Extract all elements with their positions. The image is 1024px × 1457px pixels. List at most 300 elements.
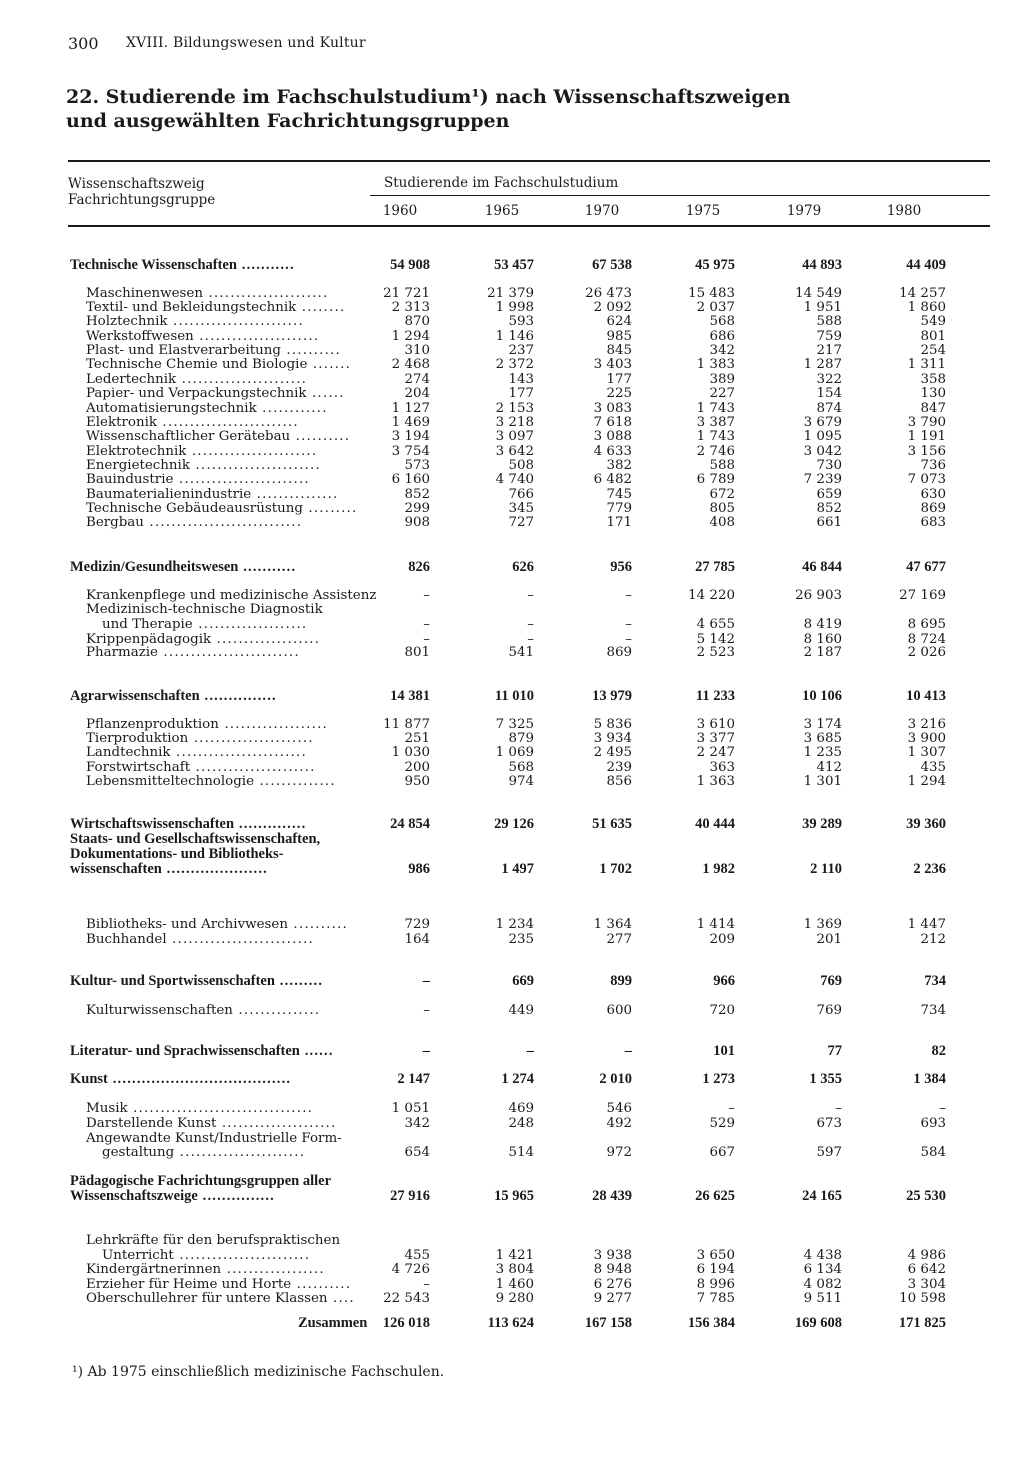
cell-1965: 669 [512, 973, 534, 989]
table-group-row [0, 258, 1024, 273]
cell-1980: – [939, 1101, 946, 1116]
cell-1970: 3 088 [593, 429, 632, 444]
cell-1970: 3 083 [593, 401, 632, 416]
cell-1975: 363 [709, 760, 735, 775]
row-label: Energietechnik ....................... [86, 458, 321, 473]
row-label: Medizinisch-technische Diagnostik [86, 602, 323, 617]
cell-1979: 1 301 [803, 774, 842, 789]
table-row [0, 645, 1024, 660]
cell-1980: 171 825 [898, 1315, 946, 1331]
cell-1960: 274 [404, 372, 430, 387]
table-row [0, 515, 1024, 530]
table-group-row [0, 1044, 1024, 1059]
year-header-1960: 1960 [382, 203, 418, 219]
cell-1960: 573 [404, 458, 430, 473]
cell-1979: 1 235 [803, 745, 842, 760]
cell-1979: 8 419 [803, 617, 842, 632]
row-label: Elektrotechnik ....................... [86, 444, 318, 459]
row-label: Forstwirtschaft ...................... [86, 760, 316, 775]
cell-1960: 2 468 [391, 357, 430, 372]
cell-1960: 729 [404, 917, 430, 932]
cell-1980: 8 695 [907, 617, 946, 632]
stub-header-line1: Wissenschaftszweig [68, 176, 205, 192]
row-label: Krankenpflege und medizinische Assistenz [86, 588, 377, 603]
cell-1979: 154 [816, 386, 842, 401]
table-title-line2: und ausgewählten Fachrichtungsgruppen [66, 110, 510, 132]
cell-1970: 1 364 [593, 917, 632, 932]
table-group-row [0, 560, 1024, 575]
cell-1975: 1 383 [696, 357, 735, 372]
cell-1980: 1 307 [907, 745, 946, 760]
cell-1960: 986 [408, 861, 430, 877]
table-row [0, 1116, 1024, 1131]
cell-1960: 2 313 [391, 300, 430, 315]
cell-1979: 852 [816, 501, 842, 516]
cell-1970: 51 635 [592, 816, 632, 832]
row-label: Technische Gebäudeausrüstung ......... [86, 501, 358, 516]
cell-1970: 8 948 [593, 1262, 632, 1277]
cell-1975: 1 414 [696, 917, 735, 932]
cell-1965: – [526, 1043, 534, 1059]
cell-1965: – [527, 588, 534, 603]
row-label: Werkstoffwesen ...................... [86, 329, 320, 344]
cell-1970: 2 010 [599, 1071, 632, 1087]
cell-1970: 5 836 [593, 717, 632, 732]
cell-1975: 667 [709, 1145, 735, 1160]
row-label: Technische Wissenschaften ........... [70, 257, 295, 273]
cell-1960: – [423, 1003, 430, 1018]
cell-1980: 8 724 [907, 632, 946, 647]
cell-1970: 13 979 [592, 688, 632, 704]
cell-1975: 588 [709, 458, 735, 473]
cell-1980: 3 790 [907, 415, 946, 430]
cell-1965: 9 280 [495, 1291, 534, 1306]
year-header-1975: 1975 [685, 203, 721, 219]
cell-1975: 568 [709, 314, 735, 329]
cell-1960: – [423, 632, 430, 647]
table-row [0, 602, 1024, 617]
cell-1970: 3 934 [593, 731, 632, 746]
table-row [0, 343, 1024, 358]
row-label: Technische Chemie und Biologie ....... [86, 357, 352, 372]
cell-1980: 734 [924, 973, 946, 989]
table-row [0, 386, 1024, 401]
row-label: und Therapie .................... [102, 617, 308, 632]
row-label: Elektronik ......................... [86, 415, 299, 430]
cell-1965: 449 [508, 1003, 534, 1018]
cell-1979: 588 [816, 314, 842, 329]
table-row [0, 458, 1024, 473]
row-label: Kunst ..................................... [70, 1071, 292, 1087]
cell-1965: 143 [508, 372, 534, 387]
cell-1960: 310 [404, 343, 430, 358]
row-label: Kultur- und Sportwissenschaften ......... [70, 973, 324, 989]
year-header-1979: 1979 [786, 203, 822, 219]
cell-1965: 568 [508, 760, 534, 775]
cell-1979: 8 160 [803, 632, 842, 647]
cell-1980: 44 409 [906, 257, 946, 273]
cell-1975: 408 [709, 515, 735, 530]
section-heading: XVIII. Bildungswesen und Kultur [126, 35, 366, 51]
cell-1965: 541 [508, 645, 534, 660]
cell-1979: 759 [816, 329, 842, 344]
cell-1975: 4 655 [696, 617, 735, 632]
row-label: Maschinenwesen ...................... [86, 286, 329, 301]
cell-1960: 204 [404, 386, 430, 401]
cell-1979: 14 549 [795, 286, 842, 301]
row-label: Darstellende Kunst ..................... [86, 1116, 337, 1131]
cell-1975: 6 789 [696, 472, 735, 487]
cell-1975: 389 [709, 372, 735, 387]
table-row [0, 1131, 1024, 1146]
cell-1979: 1 095 [803, 429, 842, 444]
cell-1965: – [527, 617, 534, 632]
row-label: Angewandte Kunst/Industrielle Form- [86, 1131, 342, 1146]
table-row [0, 1248, 1024, 1263]
table-group-row [0, 1072, 1024, 1087]
cell-1980: 3 216 [907, 717, 946, 732]
column-group-rule [370, 195, 990, 196]
cell-1980: 4 986 [907, 1248, 946, 1263]
cell-1960: 1 469 [391, 415, 430, 430]
row-label: Pharmazie ......................... [86, 645, 300, 660]
cell-1970: 3 938 [593, 1248, 632, 1263]
page-number: 300 [68, 34, 99, 53]
cell-1965: 1 146 [495, 329, 534, 344]
cell-1965: 1 234 [495, 917, 534, 932]
cell-1979: 769 [816, 1003, 842, 1018]
cell-1975: 2 746 [696, 444, 735, 459]
cell-1980: 1 191 [907, 429, 946, 444]
cell-1980: 10 413 [906, 688, 946, 704]
cell-1980: 1 447 [907, 917, 946, 932]
cell-1980: 2 236 [913, 861, 946, 877]
row-label: Textil- und Bekleidungstechnik ........ [86, 300, 346, 315]
cell-1975: 227 [709, 386, 735, 401]
table-row [0, 329, 1024, 344]
cell-1965: 3 804 [495, 1262, 534, 1277]
cell-1970: 2 092 [593, 300, 632, 315]
cell-1975: 2 523 [696, 645, 735, 660]
cell-1970: 492 [606, 1116, 632, 1131]
cell-1979: 3 174 [803, 717, 842, 732]
cell-1975: 6 194 [696, 1262, 735, 1277]
cell-1975: 2 247 [696, 745, 735, 760]
cell-1980: 630 [920, 487, 946, 502]
row-label: Pädagogische Fachrichtungsgruppen aller Wissenschaftszweige ............... [70, 1173, 332, 1204]
table-row [0, 1145, 1024, 1160]
cell-1980: 549 [920, 314, 946, 329]
cell-1970: 167 158 [584, 1315, 632, 1331]
row-label: Baumaterialienindustrie ............... [86, 487, 339, 502]
cell-1970: 6 482 [593, 472, 632, 487]
row-label: Buchhandel .......................... [86, 932, 314, 947]
cell-1979: 673 [816, 1116, 842, 1131]
cell-1975: 40 444 [695, 816, 735, 832]
cell-1960: 24 854 [390, 816, 430, 832]
cell-1979: 661 [816, 515, 842, 530]
cell-1975: 14 220 [688, 588, 735, 603]
cell-1960: 1 051 [391, 1101, 430, 1116]
row-label: Landtechnik ........................ [86, 745, 307, 760]
cell-1965: 4 740 [495, 472, 534, 487]
cell-1979: 9 511 [803, 1291, 842, 1306]
cell-1979: 4 438 [803, 1248, 842, 1263]
cell-1975: 11 233 [695, 688, 735, 704]
cell-1980: 1 311 [907, 357, 946, 372]
cell-1970: 277 [606, 932, 632, 947]
cell-1970: 67 538 [592, 257, 632, 273]
cell-1980: 25 530 [906, 1188, 946, 1204]
cell-1965: 2 372 [495, 357, 534, 372]
cell-1960: 801 [404, 645, 430, 660]
cell-1970: – [624, 1043, 632, 1059]
cell-1979: 2 110 [810, 861, 842, 877]
cell-1970: 4 633 [593, 444, 632, 459]
cell-1960: 950 [404, 774, 430, 789]
cell-1975: 1 363 [696, 774, 735, 789]
table-group-row [0, 974, 1024, 989]
cell-1965: 3 097 [495, 429, 534, 444]
cell-1965: 113 624 [487, 1315, 534, 1331]
cell-1965: 3 642 [495, 444, 534, 459]
cell-1970: 845 [606, 343, 632, 358]
cell-1979: 1 951 [803, 300, 842, 315]
cell-1965: 1 460 [495, 1277, 534, 1292]
cell-1975: 156 384 [687, 1315, 735, 1331]
cell-1980: 6 642 [907, 1262, 946, 1277]
cell-1980: 736 [920, 458, 946, 473]
cell-1965: 593 [508, 314, 534, 329]
cell-1979: 597 [816, 1145, 842, 1160]
cell-1965: 766 [508, 487, 534, 502]
table-row [0, 357, 1024, 372]
table-row [0, 429, 1024, 444]
table-row [0, 501, 1024, 516]
table-row [0, 917, 1024, 932]
cell-1980: 130 [920, 386, 946, 401]
cell-1965: 1 421 [495, 1248, 534, 1263]
cell-1970: 779 [606, 501, 632, 516]
cell-1980: 1 384 [913, 1071, 946, 1087]
cell-1960: – [423, 1277, 430, 1292]
cell-1980: 1 860 [907, 300, 946, 315]
cell-1980: 3 304 [907, 1277, 946, 1292]
cell-1960: 3 754 [391, 444, 430, 459]
table-row [0, 472, 1024, 487]
row-label: Bauindustrie ........................ [86, 472, 310, 487]
table-row [0, 314, 1024, 329]
cell-1975: 529 [709, 1116, 735, 1131]
table-row [0, 1233, 1024, 1248]
cell-1980: 3 900 [907, 731, 946, 746]
header-bottom-rule [68, 225, 990, 227]
year-header-1965: 1965 [484, 203, 520, 219]
cell-1979: 46 844 [802, 559, 842, 575]
cell-1960: 826 [408, 559, 430, 575]
cell-1960: 6 160 [391, 472, 430, 487]
cell-1979: 217 [816, 343, 842, 358]
cell-1975: 7 785 [696, 1291, 735, 1306]
cell-1975: 3 650 [696, 1248, 735, 1263]
cell-1979: 659 [816, 487, 842, 502]
cell-1960: 299 [404, 501, 430, 516]
row-label: gestaltung ....................... [102, 1145, 306, 1160]
cell-1980: 82 [931, 1043, 946, 1059]
cell-1970: – [625, 632, 632, 647]
cell-1970: – [625, 588, 632, 603]
cell-1980: 3 156 [907, 444, 946, 459]
cell-1980: 869 [920, 501, 946, 516]
cell-1979: 6 134 [803, 1262, 842, 1277]
cell-1960: 251 [404, 731, 430, 746]
row-label: Ledertechnik ....................... [86, 372, 308, 387]
cell-1975: 805 [709, 501, 735, 516]
cell-1965: 248 [508, 1116, 534, 1131]
cell-1975: 8 996 [696, 1277, 735, 1292]
table-row [0, 1262, 1024, 1277]
row-label: Kulturwissenschaften ............... [86, 1003, 321, 1018]
cell-1975: 5 142 [696, 632, 735, 647]
cell-1970: – [625, 617, 632, 632]
cell-1960: 908 [404, 515, 430, 530]
cell-1970: 745 [606, 487, 632, 502]
table-row [0, 1277, 1024, 1292]
cell-1965: 1 069 [495, 745, 534, 760]
row-label: Literatur- und Sprachwissenschaften ...... [70, 1043, 334, 1059]
cell-1965: 7 325 [495, 717, 534, 732]
row-label: Tierproduktion ...................... [86, 731, 314, 746]
cell-1970: 899 [610, 973, 632, 989]
cell-1960: 870 [404, 314, 430, 329]
column-group-header: Studierende im Fachschulstudium [384, 175, 619, 191]
table-top-rule [68, 160, 990, 162]
cell-1979: 77 [827, 1043, 842, 1059]
cell-1965: 2 153 [495, 401, 534, 416]
cell-1975: 720 [709, 1003, 735, 1018]
row-label: Plast- und Elastverarbeitung .......... [86, 343, 341, 358]
cell-1975: 26 625 [695, 1188, 735, 1204]
cell-1965: 1 998 [495, 300, 534, 315]
table-row [0, 588, 1024, 603]
cell-1979: 3 679 [803, 415, 842, 430]
cell-1980: 801 [920, 329, 946, 344]
cell-1979: – [835, 1101, 842, 1116]
cell-1979: 322 [816, 372, 842, 387]
cell-1970: 177 [606, 372, 632, 387]
cell-1979: 2 187 [803, 645, 842, 660]
row-label: Bergbau ............................ [86, 515, 303, 530]
cell-1970: 171 [606, 515, 632, 530]
row-label: Musik ................................. [86, 1101, 314, 1116]
cell-1975: 27 785 [695, 559, 735, 575]
cell-1970: 382 [606, 458, 632, 473]
cell-1965: 345 [508, 501, 534, 516]
cell-1975: 15 483 [688, 286, 735, 301]
cell-1970: 2 495 [593, 745, 632, 760]
cell-1960: 1 030 [391, 745, 430, 760]
cell-1970: 9 277 [593, 1291, 632, 1306]
cell-1979: 1 287 [803, 357, 842, 372]
cell-1975: 1 743 [696, 401, 735, 416]
cell-1960: 126 018 [382, 1315, 430, 1331]
cell-1965: 237 [508, 343, 534, 358]
cell-1979: 730 [816, 458, 842, 473]
cell-1979: 10 106 [802, 688, 842, 704]
table-row [0, 487, 1024, 502]
cell-1980: 435 [920, 760, 946, 775]
row-label: Zusammen [298, 1315, 368, 1331]
cell-1975: 3 610 [696, 717, 735, 732]
year-header-1980: 1980 [886, 203, 922, 219]
cell-1980: 693 [920, 1116, 946, 1131]
cell-1975: 209 [709, 932, 735, 947]
cell-1970: 3 403 [593, 357, 632, 372]
cell-1975: 342 [709, 343, 735, 358]
cell-1979: 7 239 [803, 472, 842, 487]
cell-1975: 686 [709, 329, 735, 344]
cell-1960: 654 [404, 1145, 430, 1160]
cell-1965: 1 274 [501, 1071, 534, 1087]
cell-1965: 21 379 [487, 286, 534, 301]
table-total-row [0, 1316, 1024, 1331]
row-label: Lebensmitteltechnologie .............. [86, 774, 336, 789]
cell-1965: 235 [508, 932, 534, 947]
cell-1975: 966 [713, 973, 735, 989]
row-label: Bibliotheks- und Archivwesen .......... [86, 917, 348, 932]
cell-1965: 626 [512, 559, 534, 575]
table-row [0, 444, 1024, 459]
table-group-row [0, 689, 1024, 704]
row-label: Pflanzenproduktion ................... [86, 717, 328, 732]
row-label: Medizin/Gesundheitswesen ........... [70, 559, 297, 575]
table-row [0, 745, 1024, 760]
row-label: Papier- und Verpackungstechnik ...... [86, 386, 345, 401]
cell-1979: 44 893 [802, 257, 842, 273]
cell-1960: – [423, 588, 430, 603]
cell-1965: 3 218 [495, 415, 534, 430]
table-row [0, 415, 1024, 430]
cell-1980: 2 026 [907, 645, 946, 660]
table-group-row [0, 1173, 1024, 1204]
cell-1975: 3 387 [696, 415, 735, 430]
cell-1960: 2 147 [397, 1071, 430, 1087]
cell-1975: 101 [713, 1043, 735, 1059]
cell-1970: 225 [606, 386, 632, 401]
cell-1960: 1 294 [391, 329, 430, 344]
cell-1960: 27 916 [390, 1188, 430, 1204]
table-row [0, 286, 1024, 301]
cell-1979: 874 [816, 401, 842, 416]
cell-1979: 39 289 [802, 816, 842, 832]
row-label: Erzieher für Heime und Horte .......... [86, 1277, 352, 1292]
cell-1980: 7 073 [907, 472, 946, 487]
cell-1980: 1 294 [907, 774, 946, 789]
row-label: Krippenpädagogik ................... [86, 632, 321, 647]
cell-1965: 727 [508, 515, 534, 530]
cell-1965: 15 965 [494, 1188, 534, 1204]
table-row [0, 717, 1024, 732]
cell-1975: 2 037 [696, 300, 735, 315]
cell-1980: 39 360 [906, 816, 946, 832]
table-row [0, 1291, 1024, 1306]
cell-1965: 53 457 [494, 257, 534, 273]
row-label: Agrarwissenschaften ............... [70, 688, 277, 704]
cell-1960: 4 726 [391, 1262, 430, 1277]
cell-1979: 1 369 [803, 917, 842, 932]
cell-1970: 1 702 [599, 861, 632, 877]
cell-1965: 29 126 [494, 816, 534, 832]
